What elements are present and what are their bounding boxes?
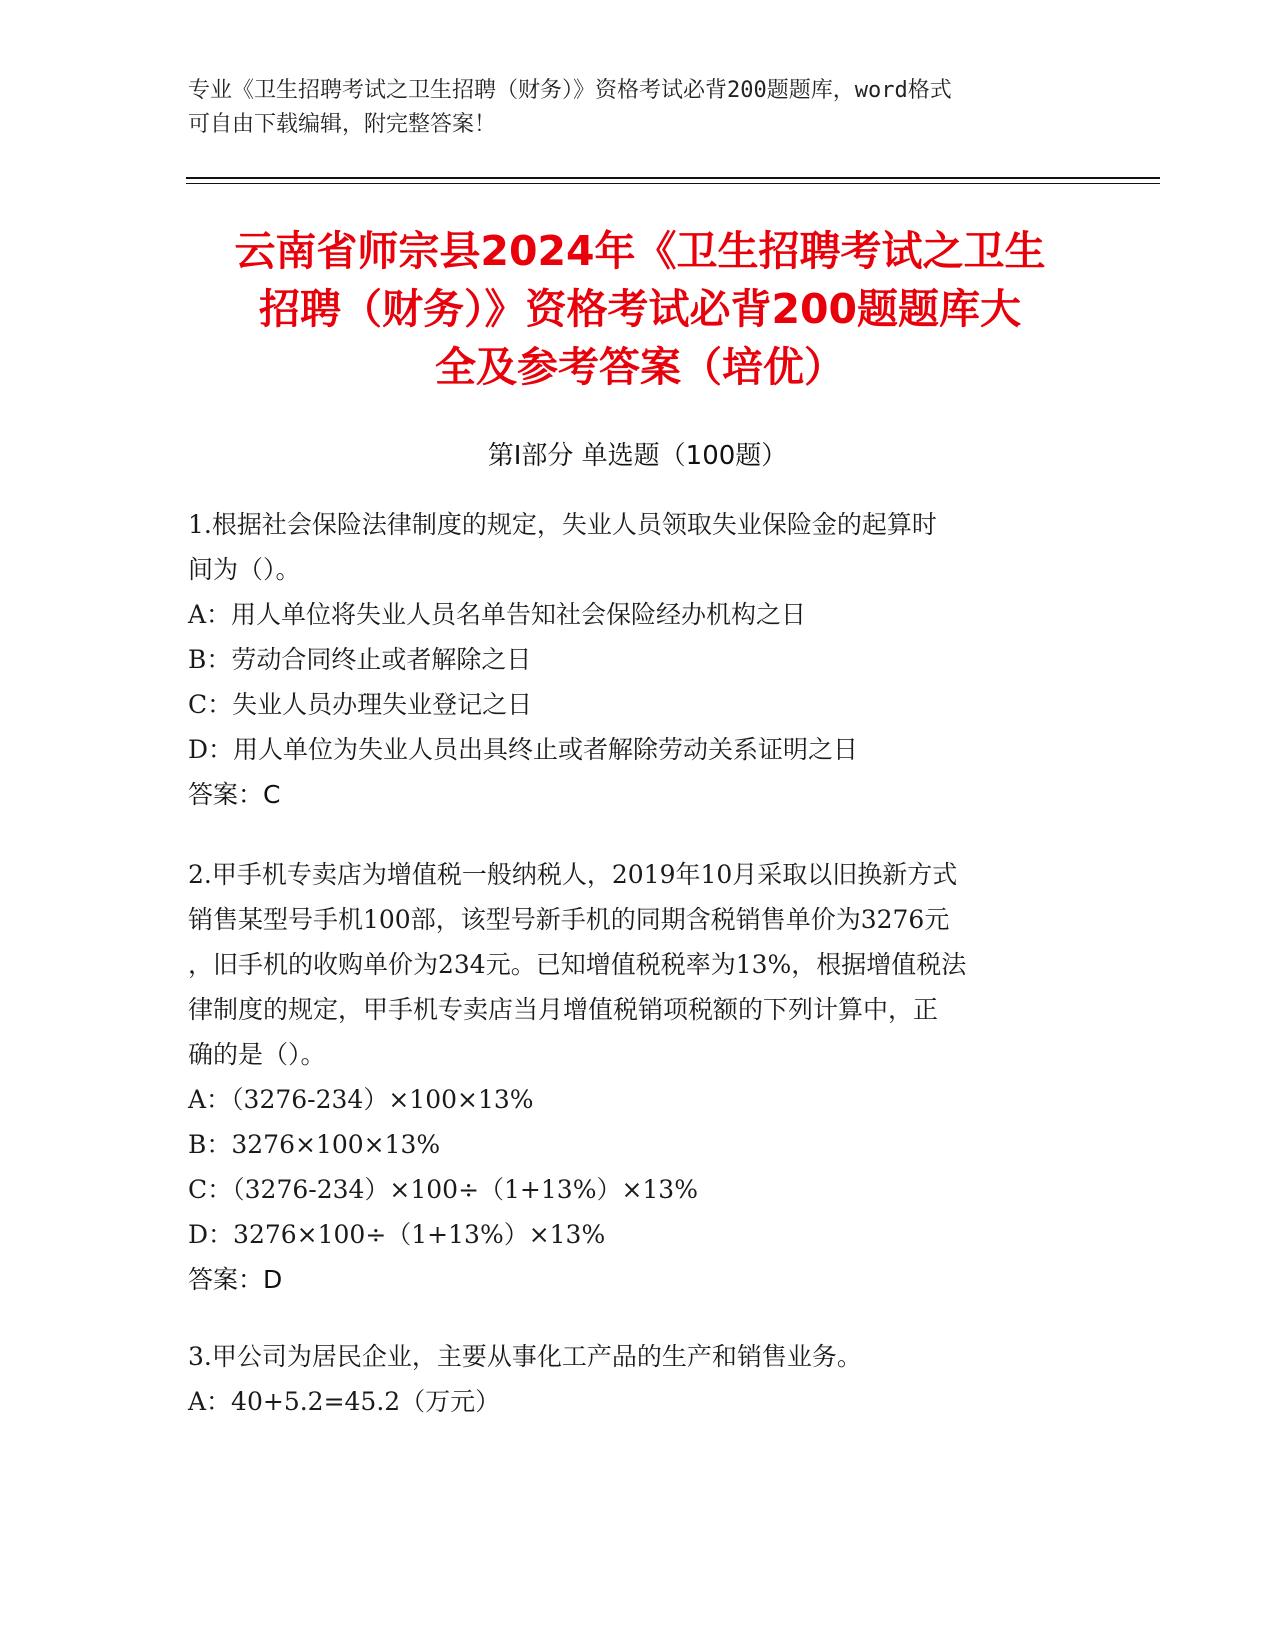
- option-b: B：3276×100×13%: [188, 1130, 441, 1159]
- question-stem: ，旧手机的收购单价为234元。已知增值税税率为13%，根据增值税法: [188, 950, 967, 979]
- question-stem: 确的是（）。: [188, 1040, 326, 1069]
- header-note-line: 专业《卫生招聘考试之卫生招聘（财务）》资格考试必背200题题库，word格式: [188, 78, 952, 103]
- document-title: [180, 222, 1100, 396]
- section-heading: 第Ⅰ部分 单选题（100题）: [487, 441, 788, 471]
- header-note: [188, 74, 1088, 142]
- document-title-line: 全及参考答案（培优）: [435, 343, 845, 391]
- question-stem: 2.甲手机专卖店为增值税一般纳税人，2019年10月采取以旧换新方式: [188, 860, 958, 889]
- question-2: [188, 852, 1078, 1302]
- answer: 答案：C: [188, 780, 281, 809]
- document-title-line: 招聘（财务）》资格考试必背200题题库大: [258, 285, 1022, 333]
- document-title-line: 云南省师宗县2024年《卫生招聘考试之卫生: [234, 227, 1046, 275]
- header-divider: [186, 177, 1160, 179]
- option-a: A：40+5.2=45.2（万元）: [188, 1387, 501, 1416]
- question-stem: 律制度的规定，甲手机专卖店当月增值税销项税额的下列计算中，正: [188, 995, 939, 1024]
- option-c: C：失业人员办理失业登记之日: [188, 690, 533, 719]
- answer: 答案：D: [188, 1265, 283, 1294]
- question-1: [188, 502, 1078, 817]
- option-a: A：（3276-234）×100×13%: [188, 1085, 534, 1114]
- question-stem: 间为（）。: [188, 555, 301, 584]
- option-b: B：劳动合同终止或者解除之日: [188, 645, 532, 674]
- option-d: D：3276×100÷（1+13%）×13%: [188, 1220, 606, 1249]
- question-stem: 3.甲公司为居民企业，主要从事化工产品的生产和销售业务。: [188, 1342, 862, 1371]
- question-stem: 1.根据社会保险法律制度的规定，失业人员领取失业保险金的起算时: [188, 510, 937, 539]
- question-3: [188, 1334, 1078, 1424]
- option-d: D：用人单位为失业人员出具终止或者解除劳动关系证明之日: [188, 735, 859, 764]
- option-a: A：用人单位将失业人员名单告知社会保险经办机构之日: [188, 600, 807, 629]
- header-note-line: 可自由下载编辑，附完整答案！: [188, 112, 497, 137]
- header-divider-thin: [186, 183, 1160, 184]
- question-stem: 销售某型号手机100部，该型号新手机的同期含税销售单价为3276元: [188, 905, 950, 934]
- option-c: C：（3276-234）×100÷（1+13%）×13%: [188, 1175, 698, 1204]
